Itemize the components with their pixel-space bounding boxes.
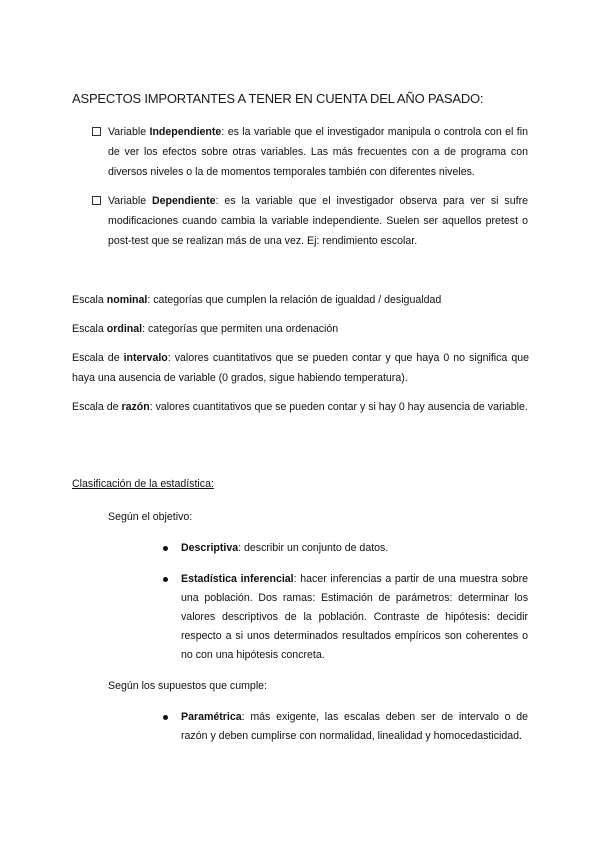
checklist-text: Variable Dependiente: es la variable que el investigador observa para ver si sufre modificaciones cuando cambia la variable independiente. Suelen ser aquellos pretest o post-test que se realizan más de una vez. Ej: rendimiento escolar. [108,195,528,247]
page-title: ASPECTOS IMPORTANTES A TENER EN CUENTA DEL AÑO PASADO: [72,91,484,106]
subheading-assumptions: Según los supuestos que cumple: [108,680,268,692]
classification-heading: Clasificación de la estadística: [72,478,214,490]
scale-ordinal: Escala ordinal: categorías que permiten una ordenación [72,323,339,335]
bullet-inferencial: Estadística inferencial: hacer inferencias a partir de una muestra sobre una población. Dos ramas: Estimación de parámetros: determinar los valores descriptivos de la población. Contraste de hipótesis: decidir respecto a si unos determinados resultados empíricos son coherentes o no con una hipótesis concreta. [163,570,528,665]
bullet-parametrica: Paramétrica: más exigente, las escalas deben ser de intervalo o de razón y deben cumplirse con normalidad, linealidad y homocedasticidad. [163,708,528,746]
scale-nominal: Escala nominal: categorías que cumplen la relación de igualdad / desigualdad [72,294,442,306]
checkbox[interactable] [92,127,101,136]
scale-intervalo: Escala de intervalo: valores cuantitativos que se pueden contar y que haya 0 no significa que haya una ausencia de variable (0 grados, sigue habiendo temperatura). [72,352,530,384]
bullet-icon [163,577,168,582]
bullet-icon [163,715,168,720]
checkbox[interactable] [92,196,101,205]
checklist-item-dependiente [92,191,528,251]
bullet-icon [163,546,168,551]
checklist-text: Variable Independiente: es la variable que el investigador manipula o controla con el fin de ver los efectos sobre otras variables. Las más frecuentes con a de programa con diversos niveles o la de momentos temporales también con diferentes niveles. [108,126,528,178]
subheading-objective: Según el objetivo: [108,511,193,523]
scale-razon: Escala de razón: valores cuantitativos que se pueden contar y si hay 0 hay ausencia de variable. [72,401,528,413]
bullet-descriptiva: Descriptiva: describir un conjunto de datos. [163,539,528,558]
checklist-item-independiente [92,122,528,182]
